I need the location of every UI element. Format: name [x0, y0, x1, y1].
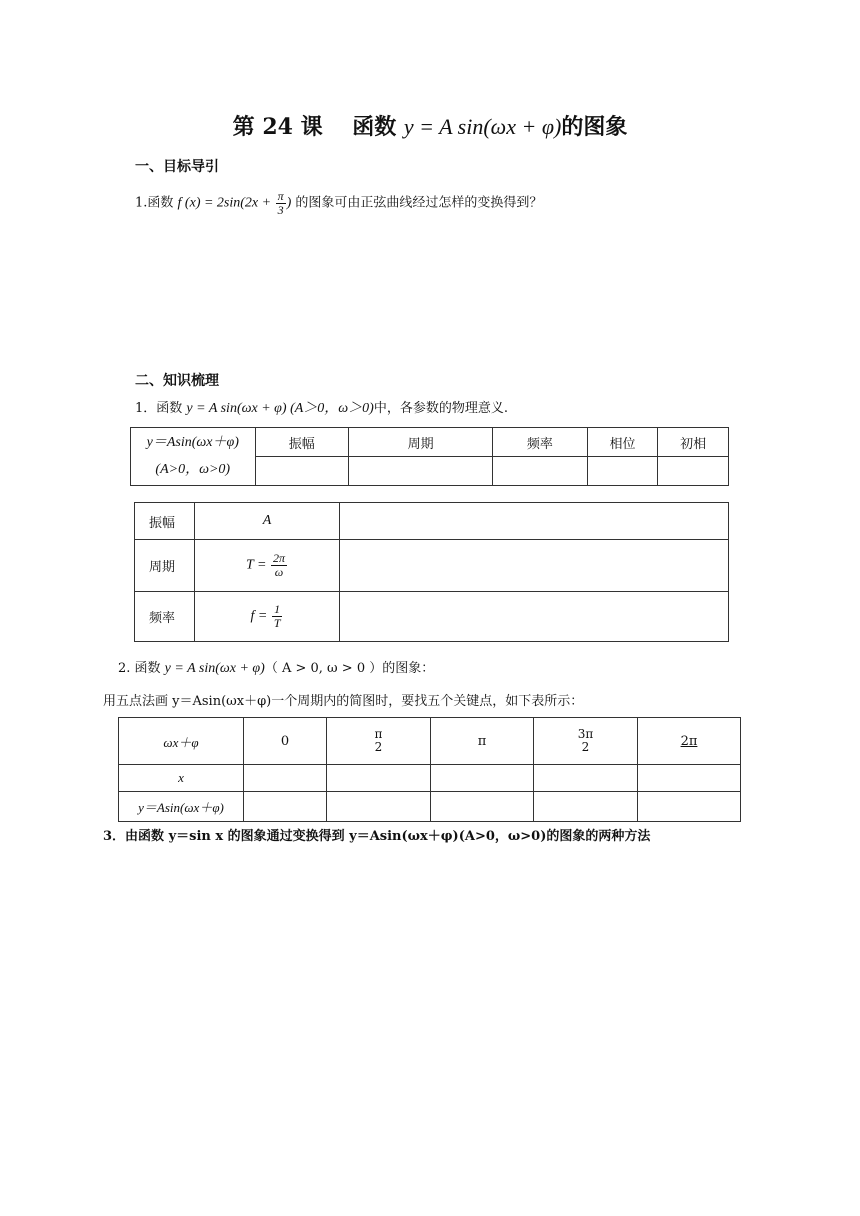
table3-p1-num: π: [374, 727, 383, 742]
table1-header-initial-phase: 初相: [658, 428, 729, 457]
table1-cell-amplitude: [255, 457, 349, 486]
definition-table: [134, 502, 729, 642]
table1-cell-frequency: [493, 457, 587, 486]
table2-blank-period: [340, 540, 729, 592]
table3-p3-den: 2: [581, 740, 590, 754]
table2-formula-frequency: [195, 592, 340, 642]
q1-formula-b: ): [286, 195, 292, 211]
item2-prefix: 2. 函数: [118, 661, 165, 676]
item2-formula: y = A sin(ωx + φ): [164, 661, 265, 676]
table3-y-0: [244, 792, 327, 822]
item1-prefix: 1．函数: [135, 401, 187, 416]
item1-suffix: 中，各参数的物理意义.: [373, 401, 508, 416]
item-1: [135, 397, 508, 417]
table1-cell-period: [349, 457, 493, 486]
item2-suffix: 的图象：: [382, 661, 435, 676]
table3-x-1: [327, 765, 431, 792]
table1-header-amplitude: 振幅: [255, 428, 349, 457]
table1-header-frequency: 频率: [493, 428, 587, 457]
table3-point-4: [638, 718, 741, 765]
title-suffix: 的图象: [561, 114, 628, 140]
table2-frequency-lhs: f =: [250, 609, 271, 624]
item2-line2: 用五点法画 y＝Asin(ωx＋φ)一个周期内的简图时，要找五个关键点，如下表所示：: [103, 694, 584, 709]
table3-y-2: [431, 792, 534, 822]
table3-y-4: [638, 792, 741, 822]
table3-point-3: [534, 718, 638, 765]
q1-frac-num: π: [277, 189, 284, 203]
table1-row-header: [131, 428, 256, 486]
table2-formula-amplitude: [195, 503, 340, 540]
table3-p4-text: 2π: [680, 733, 698, 749]
table2-formula-period: [195, 540, 340, 592]
q1-fraction: [276, 190, 286, 216]
five-point-table: [118, 717, 741, 822]
title-formula: y = A sin(ωx + φ): [403, 114, 562, 139]
table3-point-1: [327, 718, 431, 765]
table3-y-1: [327, 792, 431, 822]
section1-heading: 一、目标导引: [135, 159, 219, 175]
page-title: [0, 110, 860, 141]
parameter-table: [130, 427, 729, 486]
table3-label-y: y＝Asin(ωx＋φ): [119, 792, 244, 822]
table3-label-x: x: [119, 765, 244, 792]
table1-header-period: 周期: [349, 428, 493, 457]
table2-period-fraction: [271, 552, 287, 578]
table1-row-header-1: y＝Asin(ωx＋φ): [146, 434, 239, 450]
table1-header-phase: 相位: [587, 428, 658, 457]
table2-blank-amplitude: [340, 503, 729, 540]
table2-period-num: 2π: [272, 551, 285, 566]
table2-period-lhs: T =: [246, 558, 270, 573]
table2-frequency-fraction: [272, 603, 283, 629]
table2-frequency-den: T: [273, 616, 281, 630]
table3-y-3: [534, 792, 638, 822]
table2-label-frequency: 频率: [135, 592, 195, 642]
table3-frac-pi-2: [373, 728, 385, 753]
table2-frequency-num: 1: [274, 602, 281, 617]
q1-formula-a: f (x) = 2sin(2x +: [177, 195, 275, 211]
table3-point-2: π: [431, 718, 534, 765]
table3-x-0: [244, 765, 327, 792]
table2-blank-frequency: [340, 592, 729, 642]
q1-frac-den: 3: [277, 202, 284, 217]
item2-cond: （ A > 0, ω > 0 ）: [264, 661, 383, 676]
question-1: [135, 190, 542, 216]
table2-formula-a: A: [262, 513, 272, 528]
table2-label-period: 周期: [135, 540, 195, 592]
q1-suffix: 的图象可由正弦曲线经过怎样的变换得到？: [291, 195, 543, 211]
table1-cell-initial-phase: [658, 457, 729, 486]
table2-period-den: ω: [274, 565, 284, 579]
table3-point-0: 0: [244, 718, 327, 765]
table3-x-3: [534, 765, 638, 792]
item-3: 3．由函数 y＝sin x 的图象通过变换得到 y＝Asin(ωx＋φ)(A>0，ω>0)的图象的两种方法: [103, 829, 651, 844]
table2-label-amplitude: 振幅: [135, 503, 195, 540]
item-2: [118, 657, 434, 677]
table3-p3-num: 3π: [577, 727, 594, 742]
table3-frac-3pi-2: [576, 728, 596, 753]
table3-x-2: [431, 765, 534, 792]
title-prefix: 第 24 课 函数: [232, 114, 404, 140]
table1-row-header-2: (A>0，ω>0): [155, 461, 231, 477]
item1-formula: y = A sin(ωx + φ) (A＞0，ω＞0): [186, 401, 374, 416]
table3-p1-den: 2: [374, 740, 383, 754]
table1-cell-phase: [587, 457, 658, 486]
table3-label-phase: ωx＋φ: [119, 718, 244, 765]
q1-prefix: 1.函数: [135, 195, 178, 211]
section2-heading: 二、知识梳理: [135, 373, 219, 389]
table3-x-4: [638, 765, 741, 792]
